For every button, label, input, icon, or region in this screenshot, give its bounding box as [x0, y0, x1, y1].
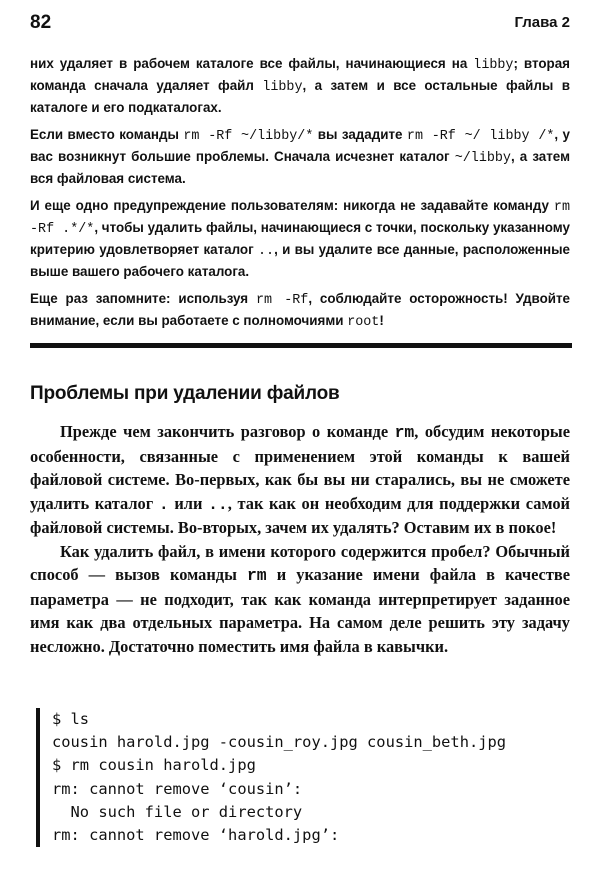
inline-code: .. [208, 494, 228, 514]
inline-code: libby [473, 58, 514, 73]
inline-code: rm -Rf ~/ libby /* [406, 129, 555, 144]
note-text: Еще раз запомните: используя [30, 291, 256, 306]
section-heading: Проблемы при удалении файлов [30, 383, 340, 404]
note-paragraph-4 [30, 289, 570, 333]
page-number: 82 [30, 12, 52, 33]
code-line: $ rm cousin harold.jpg [52, 756, 256, 775]
inline-code: rm [246, 566, 267, 585]
note-text: Если вместо команды [30, 127, 184, 142]
inline-code: . [158, 494, 169, 514]
note-text: , и вы удалите все данные, расположенные выше вашего рабочего каталога. [30, 242, 570, 279]
body-span: Как удалить файл, в имени которого содержится пробел? Обычный способ — вызов команды [30, 541, 570, 584]
note-text: , а затем вся файловая система. [30, 149, 570, 186]
note-text: вы зададите [313, 127, 407, 142]
inline-code: libby [262, 80, 303, 95]
note-text: них удаляет в рабочем каталоге все файлы, начинающиеся на [30, 56, 474, 71]
body-span: Прежде чем закончить разговор о команде [60, 422, 395, 441]
body-span: или [168, 493, 209, 513]
note-text: ! [379, 313, 384, 328]
chapter-title: Глава 2 [514, 14, 570, 31]
note-text: , а затем и все остальные файлы в каталоге и его подкаталогах. [30, 78, 570, 115]
inline-code: rm -Rf [255, 293, 309, 308]
body-span: и указание имени файла в качестве параметра — не подходит, так как команда интерпретирует заданное имя как два отдельных параметра. На самом деле решить эту задачу несложно. Достаточно поместить имя файла в кавычки. [30, 565, 571, 656]
inline-code: rm [394, 423, 415, 442]
note-paragraph-1 [30, 54, 570, 118]
note-divider [30, 343, 572, 348]
code-line: No such file or directory [52, 802, 303, 821]
note-text: И еще одно предупреждение пользователям: никогда не задавайте команду [30, 198, 554, 213]
code-line: rm: cannot remove ‘cousin’: [52, 779, 303, 798]
body-span: , так как он необходим для поддержки самой файловой системы. Во-вторых, зачем их удалять? Оставим их в покое! [30, 493, 570, 537]
body-span: , обсудим некоторые особенности, связанные с применением этой команды к вашей файловой системе. Во-первых, как бы вы ни старались, вы не сможете удалить каталог [30, 422, 571, 513]
inline-code: rm -Rf ~/libby/* [183, 129, 314, 144]
warning-note [30, 54, 570, 340]
note-text: ; вторая команда сначала удаляет файл [30, 56, 570, 93]
inline-code: rm -Rf .*/* [30, 200, 570, 237]
inline-code: root [347, 315, 380, 330]
inline-code: .. [258, 244, 275, 259]
note-paragraph-2 [30, 125, 570, 189]
code-line: $ ls [52, 710, 90, 728]
note-paragraph-3 [30, 196, 570, 282]
note-text: , соблюдайте осторожность! Удвойте внимание, если вы работаете с полномочиями [30, 291, 571, 328]
body-paragraph-2 [30, 540, 570, 659]
code-line: rm: cannot remove ‘harold.jpg’: [52, 826, 340, 845]
note-text: , у вас возникнут большие проблемы. Сначала исчезнет каталог [30, 127, 570, 164]
body-paragraph-1 [30, 420, 570, 540]
body-text [30, 420, 570, 658]
page-header [30, 12, 570, 36]
code-line: cousin harold.jpg -cousin_roy.jpg cousin_beth.jpg [52, 733, 507, 752]
code-listing [36, 708, 582, 847]
inline-code: ~/libby [454, 151, 511, 166]
note-text: , чтобы удалить файлы, начинающиеся с точки, поскольку указанному критерию удовлетворяет каталог [30, 220, 570, 257]
